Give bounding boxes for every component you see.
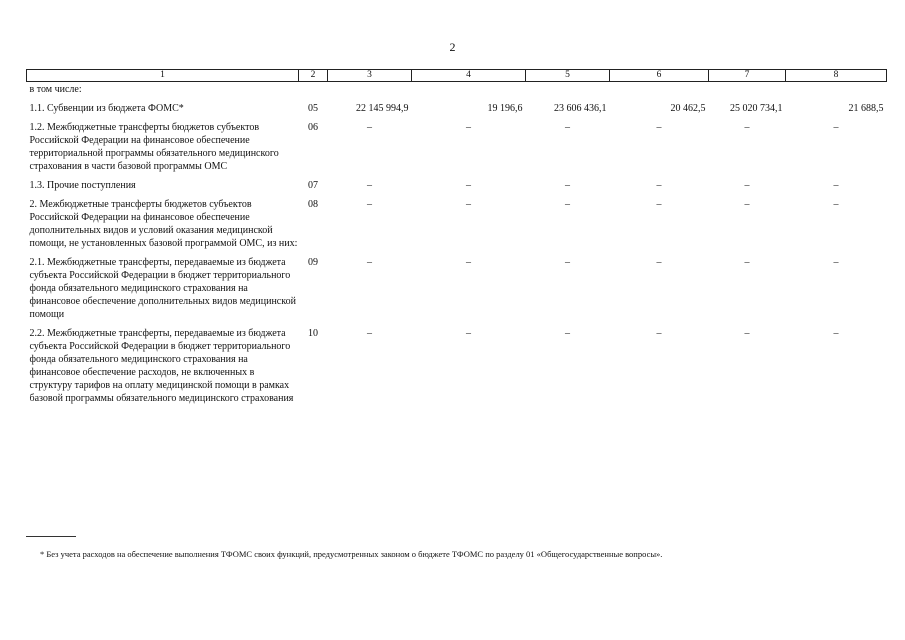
value-cell: –: [833, 122, 839, 133]
header-cell: 1: [27, 70, 299, 82]
header-cell: 6: [610, 70, 709, 82]
row-label: 2. Межбюджетные трансферты бюджетов субъектов Российской Федерации на финансовое обеспечение дополнительных видов и условий оказания медицинской помощи, не установленных базовой программой ОМС, из них:: [29, 199, 298, 249]
value-cell: –: [833, 180, 839, 191]
value-cell: –: [656, 328, 662, 339]
value-cell: –: [744, 180, 750, 191]
table-row: [27, 121, 887, 173]
header-cell: 7: [709, 70, 786, 82]
value-cell: 23 606 436,1: [554, 103, 607, 114]
row-code: 10: [308, 328, 318, 339]
value-cell: –: [744, 199, 750, 210]
value-cell: 22 145 994,9: [356, 103, 409, 114]
value-cell: –: [565, 257, 570, 268]
table-row: [27, 102, 887, 115]
value-cell: –: [466, 180, 471, 191]
value-cell: –: [565, 328, 570, 339]
value-cell: –: [833, 199, 839, 210]
value-cell: –: [656, 180, 662, 191]
value-cell: –: [565, 199, 570, 210]
header-cell: 4: [412, 70, 526, 82]
row-code: 07: [308, 180, 318, 191]
row-label: 2.2. Межбюджетные трансферты, передаваемые из бюджета субъекта Российской Федерации в бюджет территориального фонда обязательного медицинского страхования на финансовое обеспечение расходов, не включенных в структуру тарифов на оплату медицинской помощи в рамках базовой программы обязательного медицинского страхования: [29, 328, 294, 404]
value-cell: –: [656, 122, 662, 133]
row-label: 2.1. Межбюджетные трансферты, передаваемые из бюджета субъекта Российской Федерации в бюджет территориального фонда обязательного медицинского страхования на финансовое обеспечение дополнительных видов медицинской помощи: [29, 257, 296, 320]
row-code: 06: [308, 122, 318, 133]
value-cell: –: [367, 180, 372, 191]
table-row: [27, 327, 887, 405]
value-cell: –: [656, 199, 662, 210]
value-cell: –: [466, 328, 471, 339]
budget-table: [26, 69, 887, 405]
page-number: 2: [449, 40, 456, 54]
value-cell: –: [466, 257, 471, 268]
header-cell: 8: [786, 70, 887, 82]
value-cell: –: [367, 328, 372, 339]
value-cell: –: [565, 180, 570, 191]
row-label: 1.3. Прочие поступления: [29, 180, 136, 191]
value-cell: –: [744, 328, 750, 339]
intro-text: в том числе:: [29, 84, 82, 95]
footnote: * Без учета расходов на обеспечение выполнения ТФОМС своих функций, предусмотренных законом о бюджете ТФОМС по разделу 01 «Общегосударственные вопросы».: [40, 549, 663, 559]
value-cell: –: [466, 122, 471, 133]
intro-row: [27, 82, 887, 97]
value-cell: –: [744, 122, 750, 133]
value-cell: –: [367, 122, 372, 133]
row-label: 1.1. Субвенции из бюджета ФОМС*: [29, 103, 184, 114]
table-row: [27, 256, 887, 321]
footnote-divider: [26, 536, 76, 537]
header-cell: 5: [526, 70, 610, 82]
value-cell: –: [656, 257, 662, 268]
header-cell: 2: [299, 70, 328, 82]
value-cell: –: [466, 199, 471, 210]
header-cell: 3: [328, 70, 412, 82]
table-header: [27, 70, 887, 82]
row-code: 08: [308, 199, 318, 210]
value-cell: –: [744, 257, 750, 268]
value-cell: 25 020 734,1: [730, 103, 783, 114]
value-cell: –: [565, 122, 570, 133]
table-row: [27, 198, 887, 250]
value-cell: –: [833, 257, 839, 268]
row-code: 09: [308, 257, 318, 268]
row-code: 05: [308, 103, 318, 114]
value-cell: –: [367, 199, 372, 210]
value-cell: –: [367, 257, 372, 268]
value-cell: 20 462,5: [670, 103, 706, 114]
value-cell: 19 196,6: [487, 103, 523, 114]
value-cell: –: [833, 328, 839, 339]
value-cell: 21 688,5: [848, 103, 884, 114]
table-row: [27, 179, 887, 192]
row-label: 1.2. Межбюджетные трансферты бюджетов субъектов Российской Федерации на финансовое обеспечение территориальной программы обязательного медицинского страхования в части базовой программы ОМС: [29, 122, 279, 172]
